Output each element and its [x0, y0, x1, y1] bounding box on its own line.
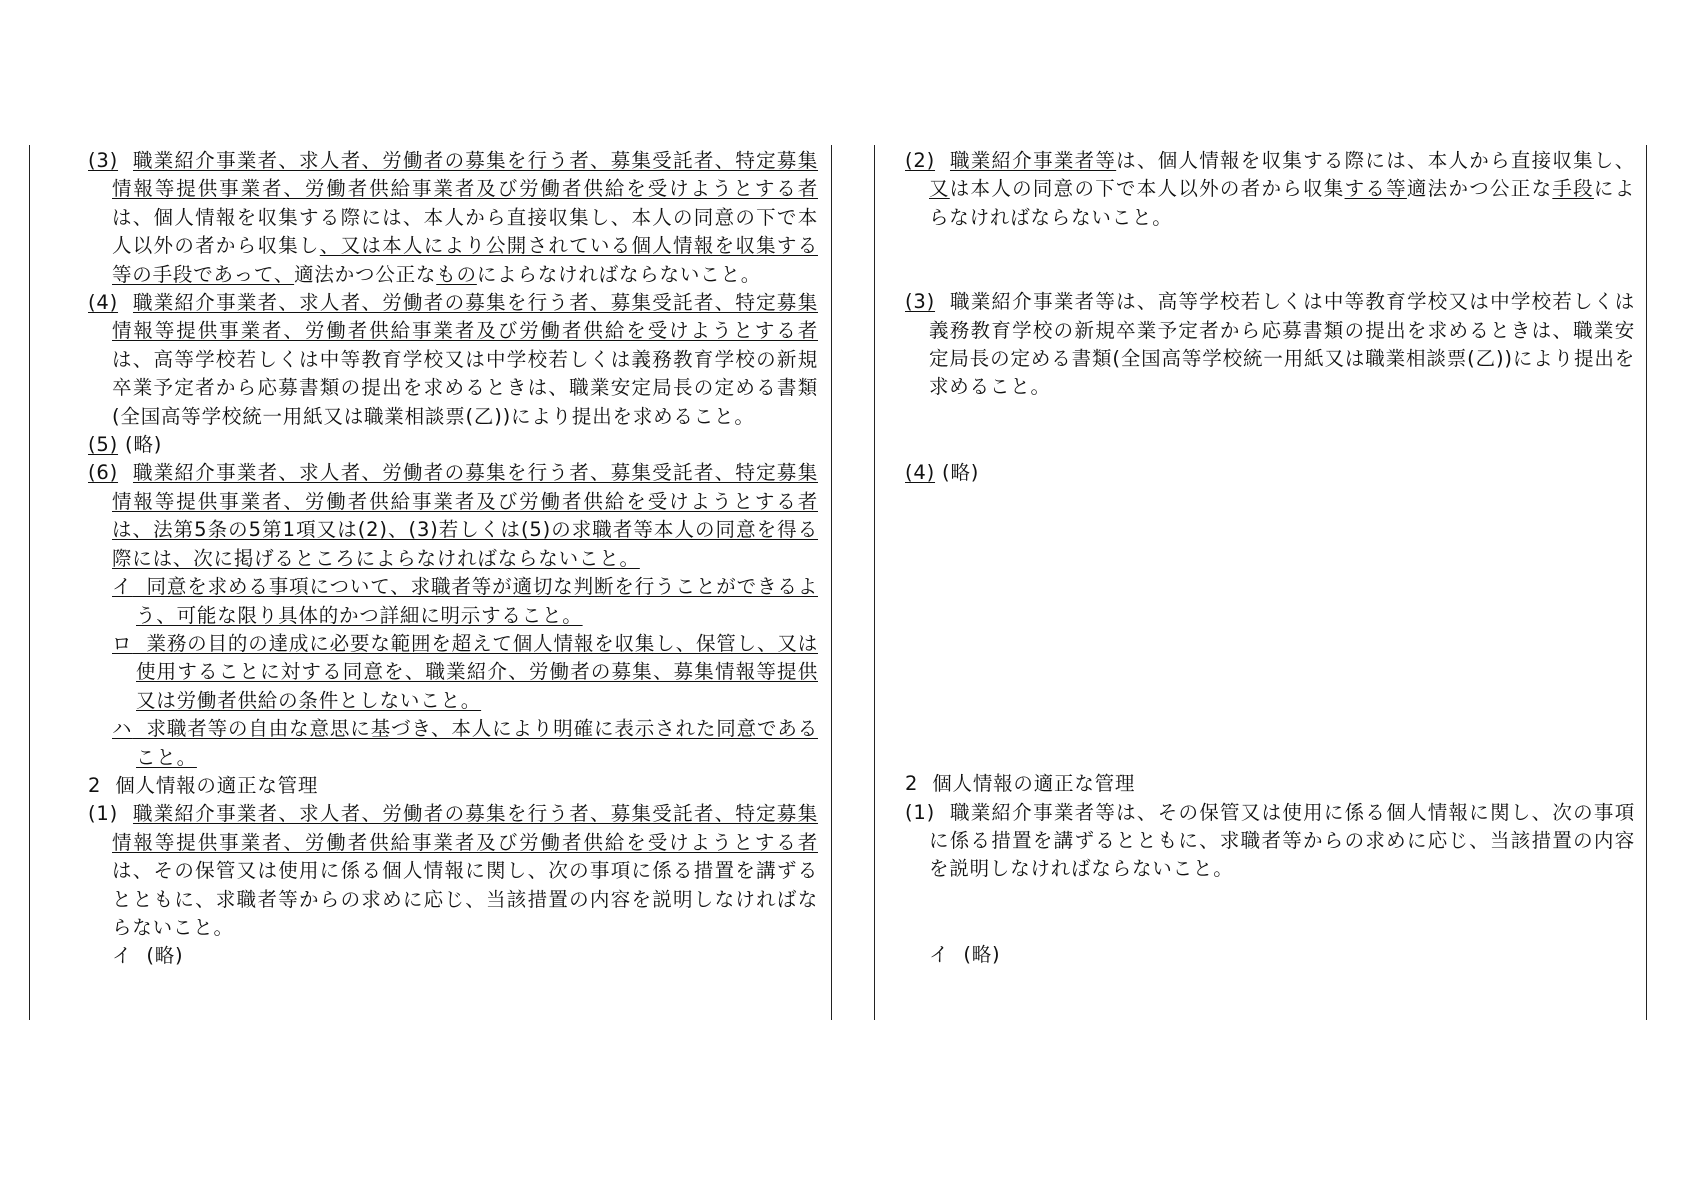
right-item-2-1: (1) 職業紹介事業者等は、その保管又は使用に係る個人情報に関し、次の事項に係る措置を講ずるとともに、求職者等からの求めに応じ、当該措置の内容を説明しなければならないこと。	[905, 800, 1636, 881]
underlined-subject: 職業紹介事業者、求人者、労働者の募集を行う者、募集受託者、特定募集情報等提供事業者、労働者供給事業者及び労働者供給を受けようとする者	[112, 802, 819, 854]
item-number: (6)	[88, 461, 119, 485]
item-number: (4)	[88, 291, 119, 315]
center-border-right	[874, 145, 875, 1020]
item-number: (3)	[905, 290, 936, 314]
item-number: (5)	[88, 433, 119, 457]
underlined-subject: 職業紹介事業者、求人者、労働者の募集を行う者、募集受託者、特定募集情報等提供事業者、労働者供給事業者及び労働者供給を受けようとする者	[112, 149, 819, 201]
left-item-4: (4) 職業紹介事業者、求人者、労働者の募集を行う者、募集受託者、特定募集情報等提供事業者、労働者供給事業者及び労働者供給を受けようとする者は、高等学校若しくは中等教育学校又は中学校若しくは義務教育学校の新規卒業予定者から応募書類の提出を求めるときは、職業安定局長の定める書類(全国高等学校統一用紙又は職業相談票(乙))により提出を求めること。	[88, 291, 819, 428]
right-item-3: (3) 職業紹介事業者等は、高等学校若しくは中等教育学校又は中学校若しくは義務教育学校の新規卒業予定者から応募書類の提出を求めるときは、職業安定局長の定める書類(全国高等学校統一用紙又は職業相談票(乙))により提出を求めること。	[905, 290, 1636, 399]
item-number: (4)	[905, 460, 936, 484]
left-item-6-sub-ha: ハ 求職者等の自由な意思に基づき、本人により明確に表示された同意であること。	[112, 717, 818, 769]
item-number: (1)	[88, 802, 119, 826]
left-section-2-heading: 2 個人情報の適正な管理	[88, 773, 319, 797]
right-section-2-heading: 2 個人情報の適正な管理	[905, 772, 1136, 796]
left-item-6-sub-i: イ 同意を求める事項について、求職者等が適切な判断を行うことができるよう、可能な限り具体的かつ詳細に明示すること。	[112, 575, 818, 627]
left-item-2-1: (1) 職業紹介事業者、求人者、労働者の募集を行う者、募集受託者、特定募集情報等提供事業者、労働者供給事業者及び労働者供給を受けようとする者は、その保管又は使用に係る個人情報に関し、次の事項に係る措置を講ずるとともに、求職者等からの求めに応じ、当該措置の内容を説明しなければならないこと。	[88, 802, 819, 939]
left-item-6-sub-ro: ロ 業務の目的の達成に必要な範囲を超えて個人情報を収集し、保管し、又は使用することに対する同意を、職業紹介、労働者の募集、募集情報等提供又は労働者供給の条件としないこと。	[112, 631, 818, 712]
underlined-subject: 職業紹介事業者、求人者、労働者の募集を行う者、募集受託者、特定募集情報等提供事業者、労働者供給事業者及び労働者供給を受けようとする者	[112, 291, 819, 343]
right-item-4: (4) (略)	[905, 460, 980, 484]
left-item-6	[88, 459, 818, 573]
left-item-2-1-sub-i: イ (略)	[112, 944, 184, 968]
right-outer-border	[1646, 145, 1647, 1020]
left-outer-border	[29, 145, 30, 1020]
item-number: (2)	[905, 149, 936, 172]
left-item-3: (3) 職業紹介事業者、求人者、労働者の募集を行う者、募集受託者、特定募集情報等提供事業者、労働者供給事業者及び労働者供給を受けようとする者は、個人情報を収集する際には、本人から直接収集し、本人の同意の下で本人以外の者から収集し、又は本人により公開されている個人情報を収集する等の手段であって、適法かつ公正なものによらなければならないこと。	[88, 149, 819, 286]
center-border-left	[831, 145, 832, 1020]
right-column	[905, 147, 1635, 969]
item-number: (1)	[905, 800, 936, 824]
left-item-5: (5) (略)	[88, 433, 163, 457]
item-number: (3)	[88, 149, 119, 172]
right-item-2: (2) 職業紹介事業者等は、個人情報を収集する際には、本人から直接収集し、又は本人の同意の下で本人以外の者から収集する等適法かつ公正な手段によらなければならないこと。	[905, 149, 1635, 229]
item-text: 職業紹介事業者、求人者、労働者の募集を行う者、募集受託者、特定募集情報等提供事業者、労働者供給事業者及び労働者供給を受けようとする者は、法第5条の5第1項又は(2)、(3)若しくは(5)の求職者等本人の同意を得る際には、次に掲げるところによらなければならないこと。	[112, 461, 819, 570]
right-item-2-1-sub-i: イ (略)	[929, 942, 1001, 966]
left-column	[88, 147, 818, 971]
